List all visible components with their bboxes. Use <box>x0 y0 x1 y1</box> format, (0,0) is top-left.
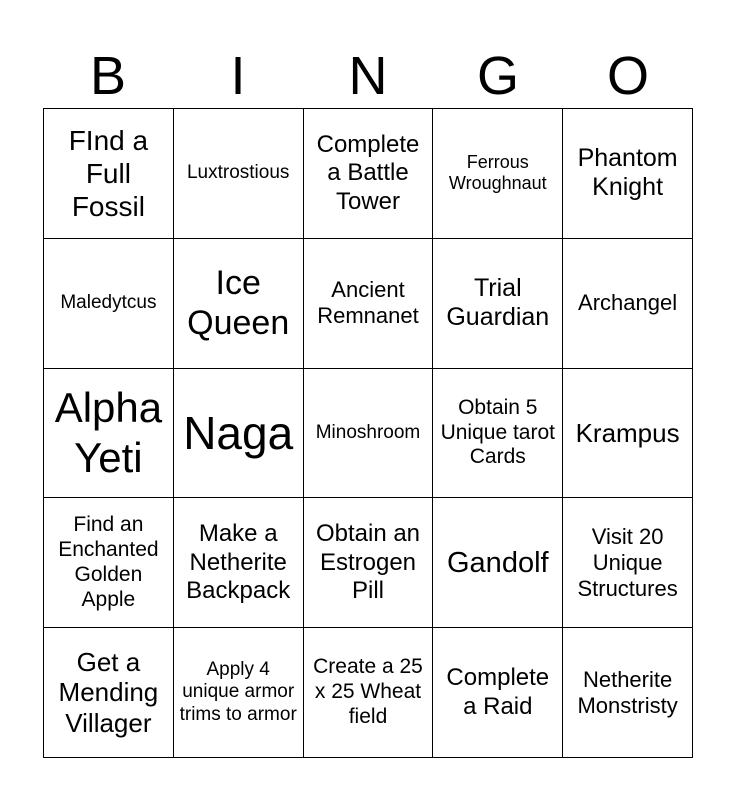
bingo-cell-text: Make a Netherite Backpack <box>186 520 291 604</box>
bingo-cell[interactable] <box>304 498 434 628</box>
bingo-cell-text: Ice Queen <box>187 264 290 343</box>
bingo-cell[interactable] <box>304 369 434 499</box>
bingo-cell-text: Ferrous Wroughnaut <box>448 152 547 194</box>
bingo-cell-text: Visit 20 Unique Structures <box>577 523 678 601</box>
bingo-header <box>43 44 693 108</box>
bingo-cell-text: Trial Guardian <box>446 273 550 332</box>
bingo-cell-text: Apply 4 unique armor trims to armor <box>179 658 297 725</box>
bingo-cell[interactable] <box>44 369 174 499</box>
bingo-cell[interactable] <box>563 369 693 499</box>
bingo-cell[interactable] <box>563 628 693 758</box>
header-letter-g: G <box>476 46 519 106</box>
bingo-cell[interactable] <box>304 239 434 369</box>
bingo-cell[interactable] <box>174 498 304 628</box>
header-letter-n: N <box>348 46 388 106</box>
bingo-board <box>43 108 693 758</box>
bingo-cell[interactable] <box>44 109 174 239</box>
bingo-cell-text: Ancient Remnanet <box>317 277 419 329</box>
bingo-cell[interactable] <box>44 239 174 369</box>
bingo-cell-text: Find an Enchanted Golden Apple <box>58 513 159 611</box>
bingo-cell[interactable] <box>563 498 693 628</box>
bingo-cell[interactable] <box>44 628 174 758</box>
bingo-cell[interactable] <box>304 109 434 239</box>
bingo-cell[interactable] <box>174 239 304 369</box>
bingo-cell[interactable] <box>433 239 563 369</box>
bingo-cell-text: Luxtrostious <box>186 162 290 184</box>
bingo-cell-text: Obtain an Estrogen Pill <box>315 520 421 604</box>
bingo-cell[interactable] <box>433 109 563 239</box>
bingo-cell-text: Gandolf <box>447 546 549 579</box>
bingo-cell[interactable] <box>563 239 693 369</box>
bingo-cell-text: Netherite Monstristy <box>577 666 678 718</box>
bingo-cell[interactable] <box>44 498 174 628</box>
header-letter-i: I <box>230 46 246 106</box>
bingo-cell[interactable] <box>174 109 304 239</box>
bingo-cell-text: Phantom Knight <box>577 143 678 202</box>
bingo-cell[interactable] <box>304 628 434 758</box>
bingo-cell-text: Complete a Battle Tower <box>316 130 420 215</box>
bingo-cell-text: Naga <box>183 406 294 459</box>
bingo-cell[interactable] <box>433 369 563 499</box>
bingo-cell-text: FInd a Full Fossil <box>68 124 149 222</box>
bingo-cell-text: Minoshroom <box>315 421 421 443</box>
bingo-cell-text: Get a Mending Villager <box>58 646 159 738</box>
header-letter-o: O <box>606 46 649 106</box>
bingo-cell[interactable] <box>174 369 304 499</box>
bingo-cell-text: Archangel <box>578 290 678 316</box>
bingo-cell-text: Alpha Yeti <box>54 384 163 481</box>
bingo-cell[interactable] <box>563 109 693 239</box>
bingo-cell-text: Obtain 5 Unique tarot Cards <box>440 395 555 469</box>
bingo-cell-text: Create a 25 x 25 Wheat field <box>313 655 423 728</box>
bingo-cell[interactable] <box>433 628 563 758</box>
bingo-cell-text: Complete a Raid <box>446 664 550 720</box>
bingo-cell[interactable] <box>433 498 563 628</box>
bingo-cell-text: Maledytcus <box>60 291 157 313</box>
bingo-cell-text: Krampus <box>575 417 680 448</box>
header-letter-b: B <box>89 46 127 106</box>
bingo-cell[interactable] <box>174 628 304 758</box>
